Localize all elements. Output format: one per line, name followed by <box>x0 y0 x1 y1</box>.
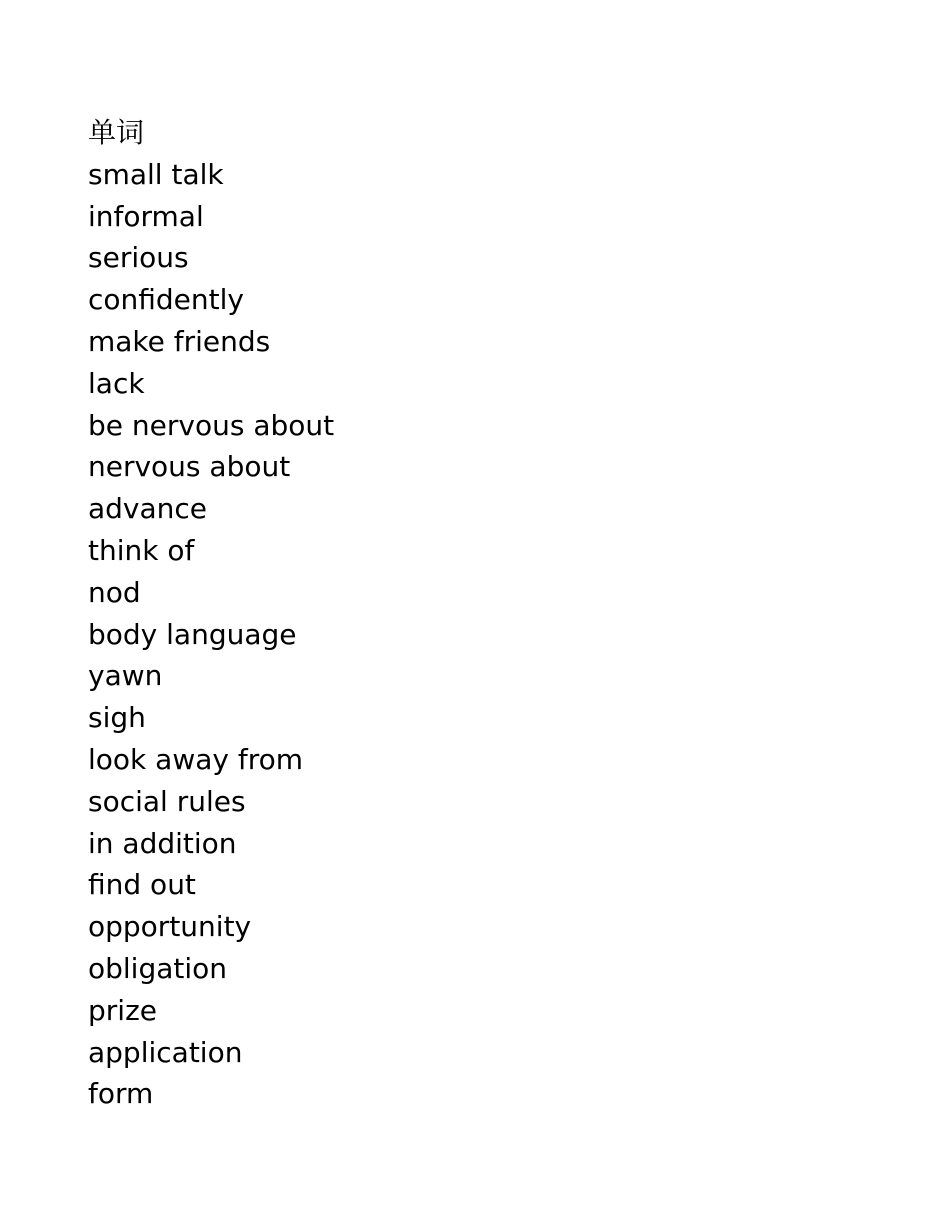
vocabulary-word: look away from <box>88 742 304 776</box>
vocabulary-word: make friends <box>88 324 271 358</box>
vocabulary-word: small talk <box>88 157 224 191</box>
vocabulary-word: informal <box>88 199 204 233</box>
vocabulary-word: yawn <box>88 659 163 693</box>
word-items <box>88 154 334 1115</box>
vocabulary-word: think of <box>88 533 195 567</box>
vocabulary-list <box>88 112 334 1115</box>
vocabulary-word: confidently <box>88 283 244 317</box>
vocabulary-word: application <box>88 1035 243 1069</box>
vocabulary-word: nod <box>88 575 141 609</box>
vocabulary-word: body language <box>88 617 297 651</box>
vocabulary-word: obligation <box>88 951 228 985</box>
vocabulary-word: be nervous about <box>88 408 335 442</box>
vocabulary-word: in addition <box>88 826 237 860</box>
vocabulary-heading: 单词 <box>88 116 145 149</box>
vocabulary-word: opportunity <box>88 910 252 944</box>
vocabulary-word: prize <box>88 993 157 1027</box>
vocabulary-word: form <box>88 1077 154 1111</box>
vocabulary-word: social rules <box>88 784 246 818</box>
vocabulary-word: advance <box>88 492 208 526</box>
vocabulary-word: nervous about <box>88 450 291 484</box>
vocabulary-word: find out <box>88 868 196 902</box>
vocabulary-word: lack <box>88 366 145 400</box>
vocabulary-word: serious <box>88 241 189 275</box>
vocabulary-word: sigh <box>88 701 146 735</box>
